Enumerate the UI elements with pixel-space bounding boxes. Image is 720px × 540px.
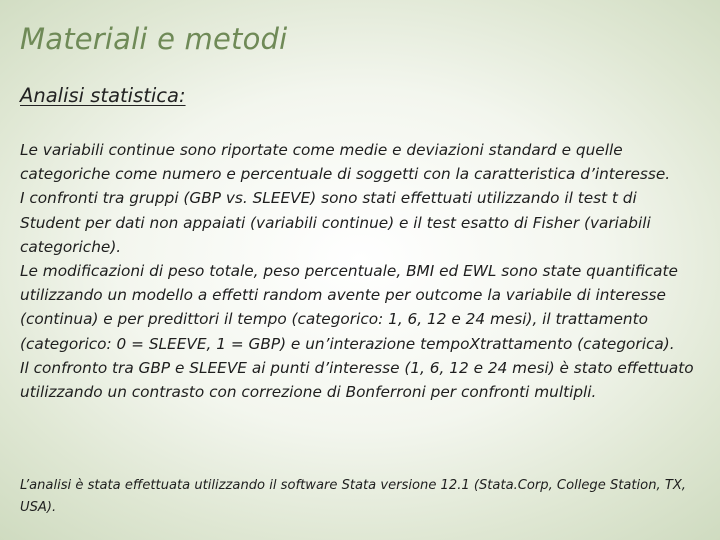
software-note: L’analisi è stata effettuata utilizzando il software Stata versione 12.1 (Stata.Corp, College Station, TX, USA). [20,478,686,515]
paragraph-group-comparisons: I confronti tra gruppi (GBP vs. SLEEVE) sono stati effettuati utilizzando il test t di Student per dati non appaiati (variabili continue) e il test esatto di Fisher (variabili categoriche). [20,189,651,256]
section-subtitle: Analisi statistica: [20,84,186,107]
paragraph-descriptive-stats: Le variabili continue sono riportate come medie e deviazioni standard e quelle categoriche come numero e percentuale di soggetti con la caratteristica d’interesse. [20,141,671,184]
body-text [20,138,696,404]
paragraph-bonferroni-contrast: Il confronto tra GBP e SLEEVE ai punti d’interesse (1, 6, 12 e 24 mesi) è stato effettuato utilizzando un contrasto con correzione di Bonferroni per confronti multipli. [20,358,694,402]
paragraph-random-effects-model: Le modificazioni di peso totale, peso percentuale, BMI ed EWL sono state quantificate utilizzando un modello a effetti random avente per outcome la variabile di interesse (continua) e per predittori il tempo (categorico: 1, 6, 12 e 24 mesi), il trattamento (categorico: 0 = SLEEVE, 1 = GBP) e un’interazione tempoXtrattamento (categorica). [20,262,678,353]
slide-title: Materiali e metodi [20,22,288,56]
